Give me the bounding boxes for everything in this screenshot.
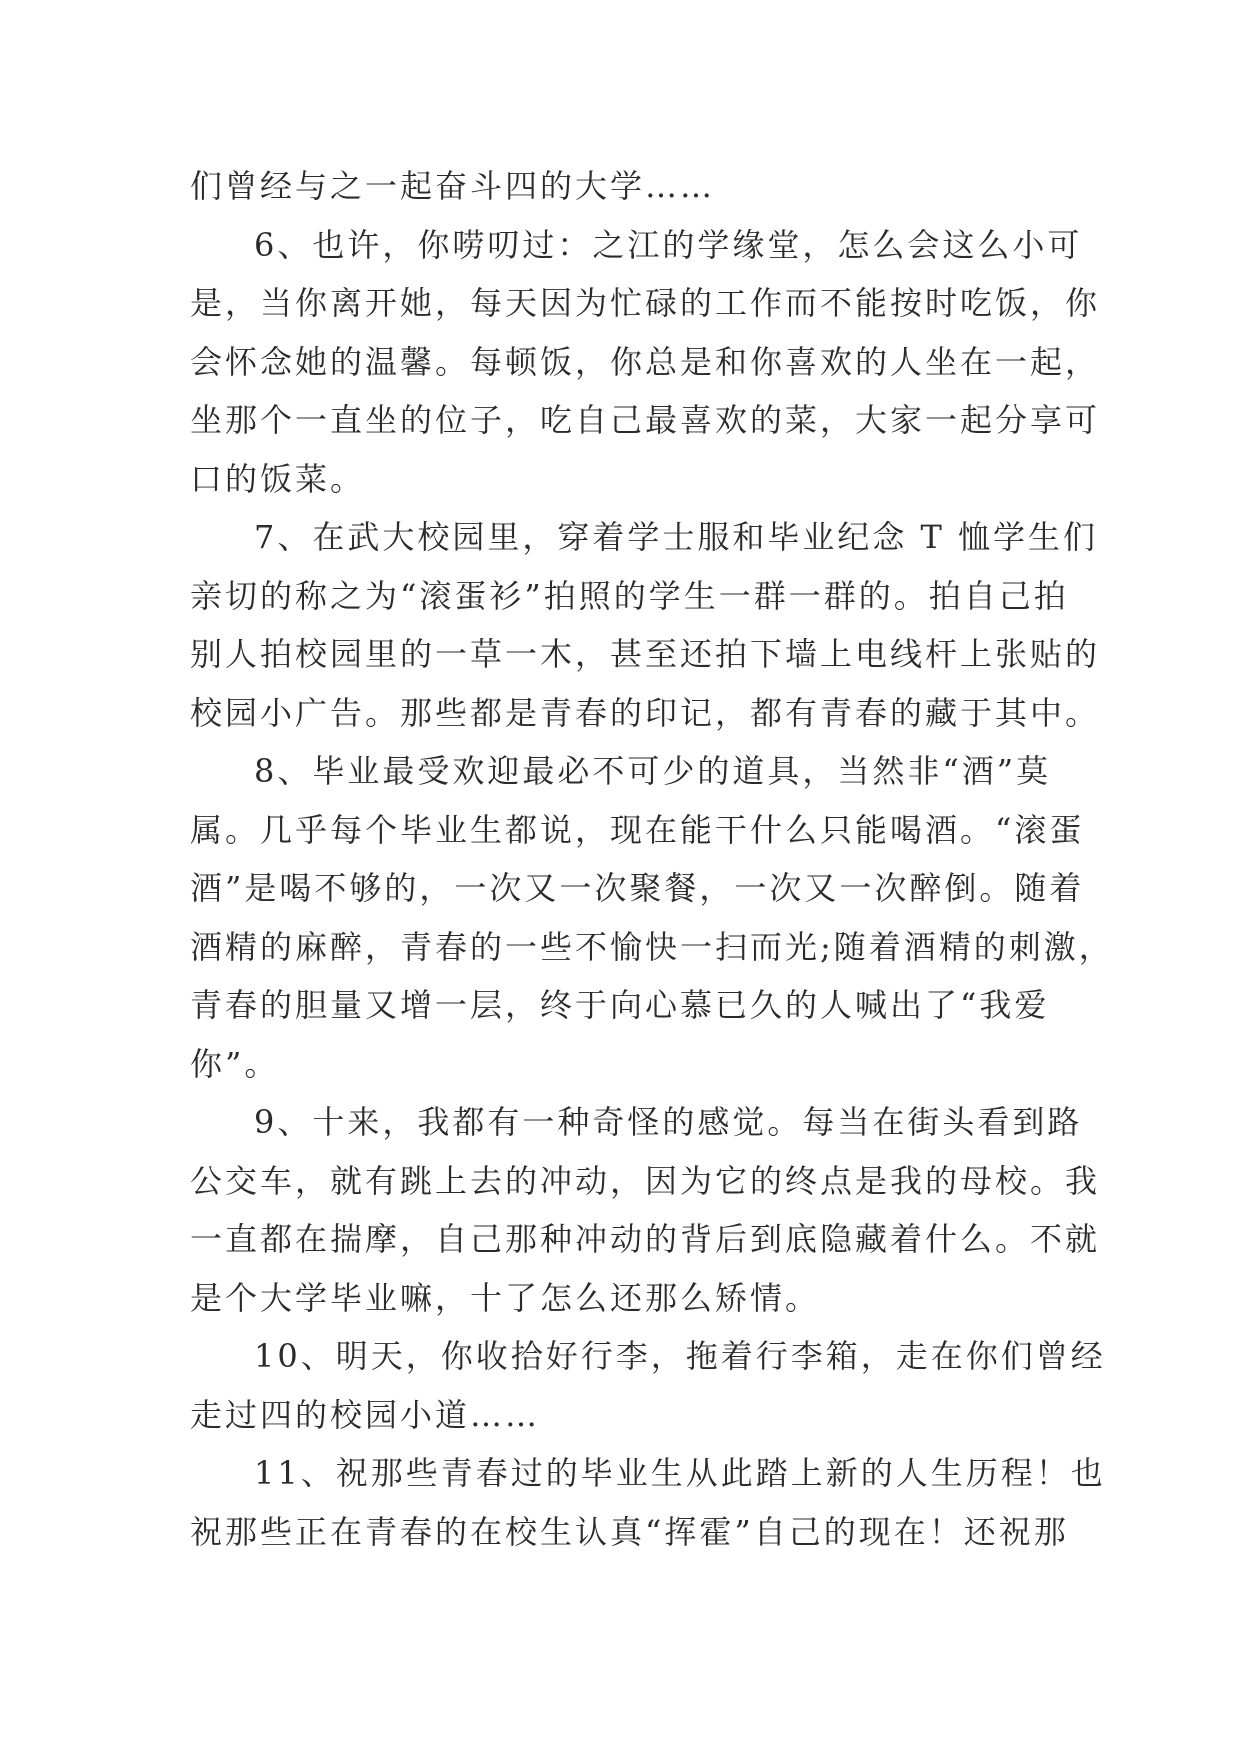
text-line: 是，当你离开她，每天因为忙碌的工作而不能按时吃饭，你: [190, 284, 1101, 322]
text-line: 7、在武大校园里，穿着学士服和毕业纪念 T 恤学生们: [254, 518, 1099, 556]
body-text: [190, 157, 1114, 1561]
text-line: 青春的胆量又增一层，终于向心慕已久的人喊出了“我爱: [190, 986, 1050, 1024]
text-line: 公交车，就有跳上去的冲动，因为它的终点是我的母校。我: [190, 1161, 1101, 1200]
text-line: 属。几乎每个毕业生都说，现在能干什么只能喝酒。“滚蛋: [190, 810, 1085, 849]
text-line: 10、明天，你收拾好行李，拖着行李箱，走在你们曾经: [254, 1337, 1106, 1375]
text-line: 6、也许，你唠叨过：之江的学缘堂，怎么会这么小可: [254, 225, 1083, 264]
text-line: 走过四的校园小道……: [190, 1395, 541, 1434]
text-line: 一直都在揣摩，自己那种冲动的背后到底隐藏着什么。不就: [190, 1220, 1101, 1258]
text-line: 酒精的麻醉，青春的一些不愉快一扫而光;随着酒精的刺激，: [190, 927, 1114, 966]
text-line: 是个大学毕业嘛，十了怎么还那么矫情。: [190, 1278, 821, 1317]
text-line: 酒”是喝不够的，一次又一次聚餐，一次又一次醉倒。随着: [190, 869, 1085, 907]
text-line: 会怀念她的温馨。每顿饭，你总是和你喜欢的人坐在一起，: [190, 342, 1101, 381]
text-line: 亲切的称之为“滚蛋衫”拍照的学生一群一群的。拍自己拍: [190, 576, 1069, 615]
text-line: 你”。: [190, 1044, 280, 1083]
text-line: 口的饭菜。: [190, 459, 366, 498]
text-line: 们曾经与之一起奋斗四的大学……: [190, 167, 716, 205]
text-line: 祝那些正在青春的在校生认真“挥霍”自己的现在！还祝那: [190, 1512, 1069, 1551]
text-line: 11、祝那些青春过的毕业生从此踏上新的人生历程！也: [254, 1454, 1106, 1492]
text-line: 校园小广告。那些都是青春的印记，都有青春的藏于其中。: [190, 693, 1101, 732]
text-line: 9、十来，我都有一种奇怪的感觉。每当在街头看到路: [254, 1103, 1083, 1141]
text-line: 坐那个一直坐的位子，吃自己最喜欢的菜，大家一起分享可: [190, 401, 1101, 439]
text-line: 别人拍校园里的一草一木，甚至还拍下墙上电线杆上张贴的: [190, 635, 1101, 673]
text-line: 8、毕业最受欢迎最必不可少的道具，当然非“酒”莫: [254, 752, 1052, 790]
